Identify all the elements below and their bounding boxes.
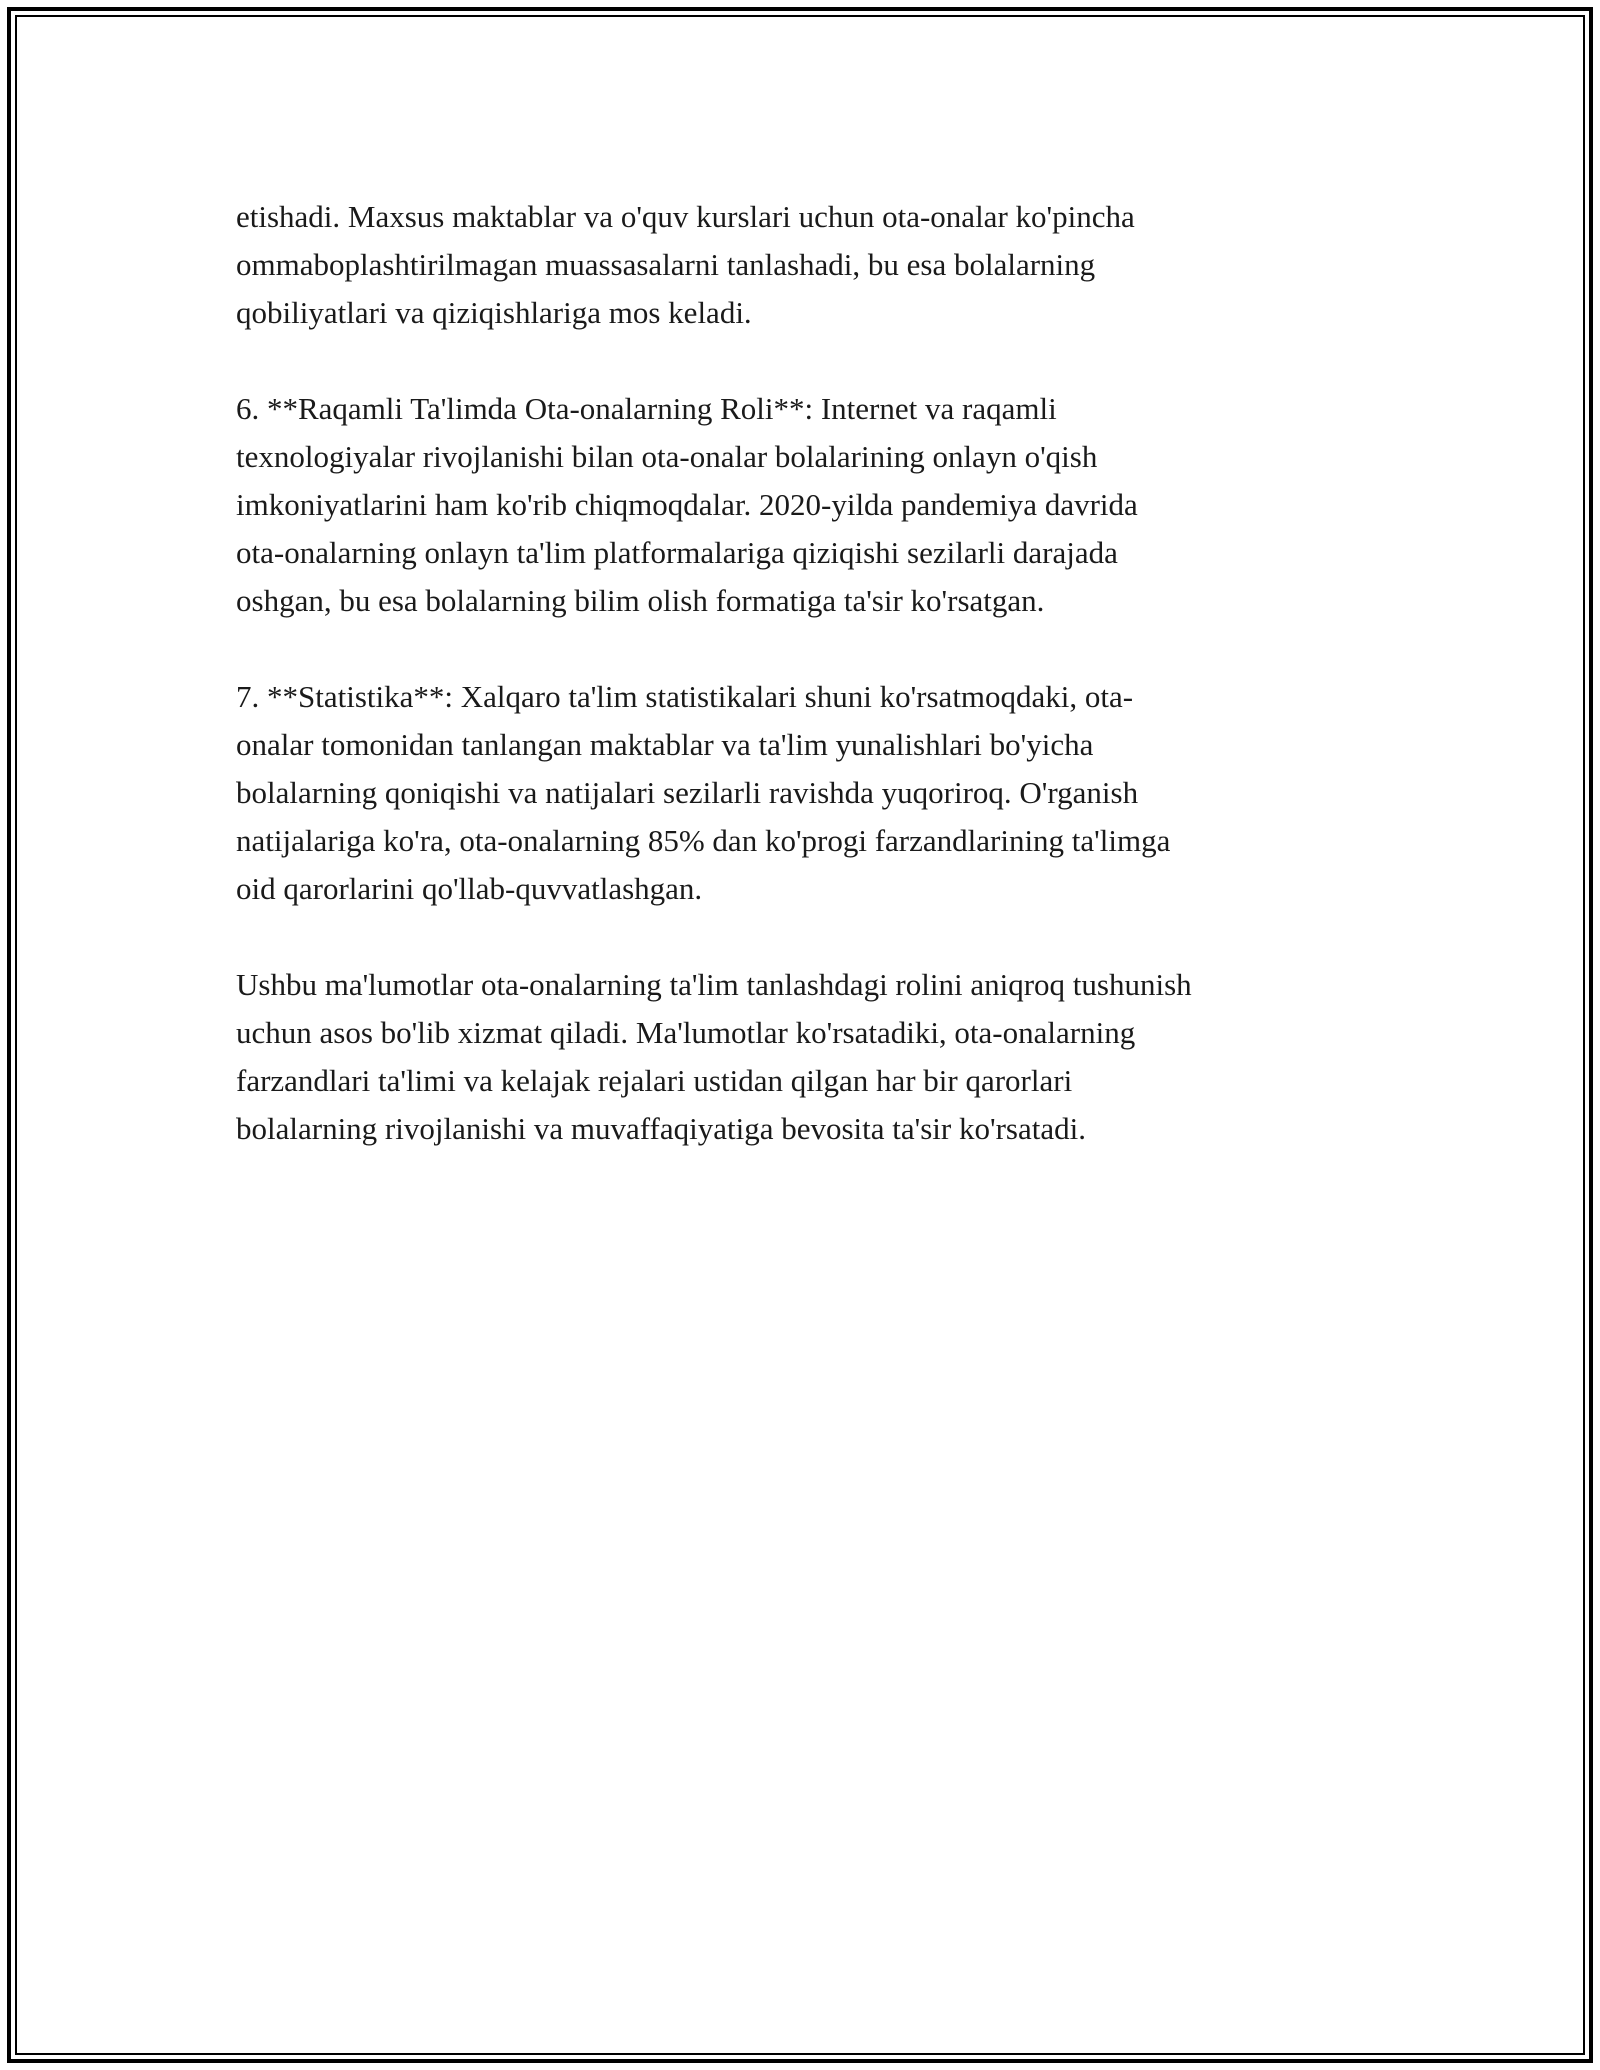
paragraph-statistics: 7. **Statistika**: Xalqaro ta'lim statistikalari shuni ko'rsatmoqdaki, ota- onalar tomonidan tanlangan maktablar va ta'lim yunalishlari bo'yicha bolalarning qoniqishi va natijalari sezilarli ravishda yuqoriroq. O'rganish natijalariga ko'ra, ota-onalarning 85% dan ko'progi farzandlarining ta'limga oid qarorlarini qo'llab-quvvatlashgan.	[236, 679, 1171, 906]
document-page	[7, 7, 1593, 2063]
paragraph-continuation: etishadi. Maxsus maktablar va o'quv kurslari uchun ota-onalar ko'pincha ommaboplashtirilmagan muassasalarni tanlashadi, bu esa bolalarning qobiliyatlari va qiziqishlariga mos keladi.	[236, 199, 1135, 330]
paragraph-digital-education: 6. **Raqamli Ta'limda Ota-onalarning Roli**: Internet va raqamli texnologiyalar rivojlanishi bilan ota-onalar bolalarining onlayn o'qish imkoniyatlarini ham ko'rib chiqmoqdalar. 2020-yilda pandemiya davrida ota-onalarning onlayn ta'lim platformalariga qiziqishi sezilarli darajada oshgan, bu esa bolalarning bilim olish formatiga ta'sir ko'rsatgan.	[236, 391, 1138, 618]
document-body	[236, 193, 1386, 1153]
paragraph-conclusion: Ushbu ma'lumotlar ota-onalarning ta'lim tanlashdagi rolini aniqroq tushunish uchun asos bo'lib xizmat qiladi. Ma'lumotlar ko'rsatadiki, ota-onalarning farzandlari ta'limi va kelajak rejalari ustidan qilgan har bir qarorlari bolalarning rivojlanishi va muvaffaqiyatiga bevosita ta'sir ko'rsatadi.	[236, 967, 1192, 1146]
